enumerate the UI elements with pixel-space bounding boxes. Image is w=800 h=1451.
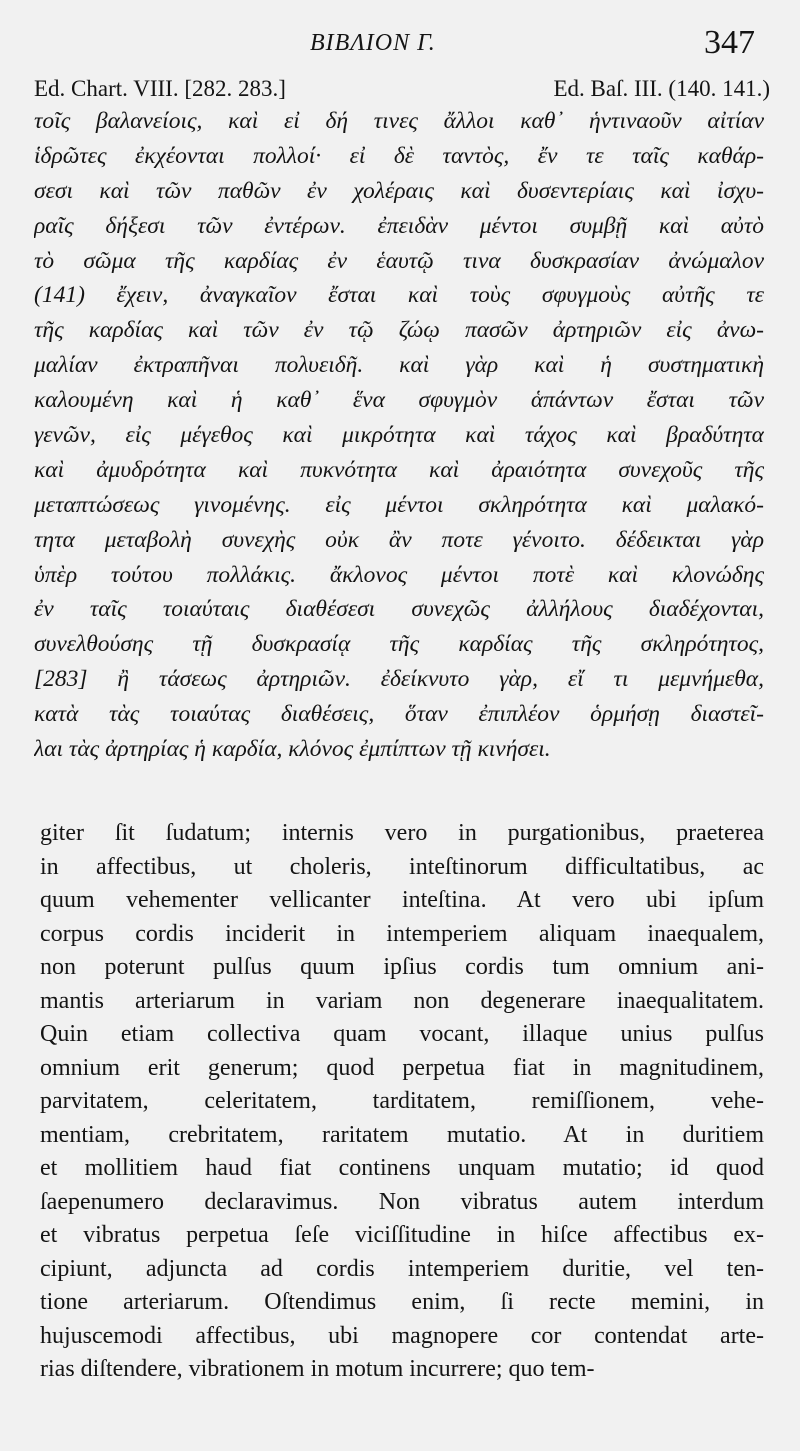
greek-text-line: ραῖς δήξεσι τῶν ἐντέρων. ἐπειδὰν μέντοι συμβῇ καὶ αὐτὸ xyxy=(34,212,764,239)
greek-text-line: (141) ἔχειν, ἀναγκαῖον ἔσται καὶ τοὺς σφυγμοὺς αὐτῆς τε xyxy=(34,282,764,309)
latin-text-line: ſaepenumero declaravimus. Non vibratus autem interdum xyxy=(40,1188,764,1215)
greek-text-line: ἐν ταῖς τοιαύταις διαθέσεσι συνεχῶς ἀλλήλους διαδέχονται, xyxy=(34,596,764,623)
running-head xyxy=(0,24,800,64)
latin-text-line: non poterunt pulſus quum ipſius cordis tum omnium ani- xyxy=(40,954,764,980)
greek-text-line: τὸ σῶμα τῆς καρδίας ἐν ἑαυτῷ τινα δυσκρασίαν ἀνώμαλον xyxy=(34,247,764,274)
latin-text-line: omnium erit generum; quod perpetua fiat in magnitudinem, xyxy=(40,1054,764,1081)
greek-text-line: ὑπὲρ τούτου πολλάκις. ἄκλονος μέντοι ποτὲ καὶ κλονώδης xyxy=(34,561,764,588)
greek-text-line: λαι τὰς ἀρτηρίας ἡ καρδία, κλόνος ἐμπίπτων τῇ κινήσει. xyxy=(34,736,551,763)
latin-text-line: in affectibus, ut choleris, inteſtinorum difficultatibus, ac xyxy=(40,853,764,880)
latin-text-line: giter ſit ſudatum; internis vero in purgationibus, praeterea xyxy=(40,820,764,846)
latin-text-line: Quin etiam collectiva quam vocant, illaque unius pulſus xyxy=(40,1021,764,1047)
latin-text-line: hujuscemodi affectibus, ubi magnopere cor contendat arte- xyxy=(40,1322,764,1349)
greek-text-line: σεσι καὶ τῶν παθῶν ἐν χολέραις καὶ δυσεντερίαις καὶ ἰσχυ- xyxy=(34,177,764,204)
latin-text-line: mantis arteriarum in variam non degenerare inaequalitatem. xyxy=(40,987,764,1014)
latin-text-line: et vibratus perpetua ſeſe viciſſitudine in hiſce affectibus ex- xyxy=(40,1222,764,1248)
edition-reference-line xyxy=(34,76,770,106)
latin-text-line: quum vehementer vellicanter inteſtina. At vero ubi ipſum xyxy=(40,887,764,913)
greek-text-line: κατὰ τὰς τοιαύτας διαθέσεις, ὅταν ἐπιπλέον ὁρμήσῃ διαστεῖ- xyxy=(34,701,764,728)
greek-text-line: τῆς καρδίας καὶ τῶν ἐν τῷ ζώῳ πασῶν ἀρτηριῶν εἰς ἀνω- xyxy=(34,317,764,344)
chartier-edition-reference: Ed. Chart. VIII. [282. 283.] xyxy=(34,76,286,101)
greek-text-line: μαλίαν ἐκτραπῆναι πολυειδῆ. καὶ γὰρ καὶ ἡ συστηματικὴ xyxy=(34,352,764,379)
greek-text-line: [283] ἢ τάσεως ἀρτηριῶν. ἐδείκνυτο γὰρ, εἴ τι μεμνήμεθα, xyxy=(34,666,764,693)
page-number: 347 xyxy=(704,24,755,61)
latin-text-block xyxy=(40,817,764,1387)
greek-text-line: τητα μεταβολὴ συνεχὴς οὐκ ἂν ποτε γένοιτο. δέδεικται γὰρ xyxy=(34,526,764,553)
latin-text-line: corpus cordis inciderit in intemperiem aliquam inaequalem, xyxy=(40,920,764,947)
greek-text-line: γενῶν, εἰς μέγεθος καὶ μικρότητα καὶ τάχος καὶ βραδύτητα xyxy=(34,422,764,449)
book-title: BIBΛΙΟΝ Γ. xyxy=(310,30,436,56)
latin-text-line: parvitatem, celeritatem, tarditatem, remiſſionem, vehe- xyxy=(40,1088,764,1114)
latin-text-line: tione arteriarum. Oſtendimus enim, ſi recte memini, in xyxy=(40,1289,764,1315)
greek-text-line: ἱδρῶτες ἐκχέονται πολλοί· εἰ δὲ ταντὸς, ἔν τε ταῖς καθάρ- xyxy=(34,142,764,169)
latin-text-line: cipiunt, adjuncta ad cordis intemperiem duritie, vel ten- xyxy=(40,1255,764,1282)
latin-text-line: et mollitiem haud fiat continens unquam mutatio; id quod xyxy=(40,1155,764,1181)
greek-text-line: καὶ ἀμυδρότητα καὶ πυκνότητα καὶ ἀραιότητα συνεχοῦς τῆς xyxy=(34,456,764,483)
greek-text-line: καλουμένη καὶ ἡ καθ᾽ ἕνα σφυγμὸν ἁπάντων ἔσται τῶν xyxy=(34,387,764,414)
latin-text-line: mentiam, crebritatem, raritatem mutatio. At in duritiem xyxy=(40,1121,764,1148)
greek-text-block xyxy=(34,104,764,767)
greek-text-line: τοῖς βαλανείοις, καὶ εἰ δή τινες ἄλλοι καθ᾽ ἡντιναοῦν αἰτίαν xyxy=(34,108,764,134)
greek-text-line: μεταπτώσεως γινομένης. εἰς μέντοι σκληρότητα καὶ μαλακό- xyxy=(34,491,764,518)
greek-text-line: συνελθούσης τῇ δυσκρασίᾳ τῆς καρδίας τῆς σκληρότητος, xyxy=(34,631,764,658)
basel-edition-reference: Ed. Baſ. III. (140. 141.) xyxy=(553,76,770,101)
latin-text-line: rias diſtendere, vibrationem in motum incurrere; quo tem- xyxy=(40,1356,595,1382)
